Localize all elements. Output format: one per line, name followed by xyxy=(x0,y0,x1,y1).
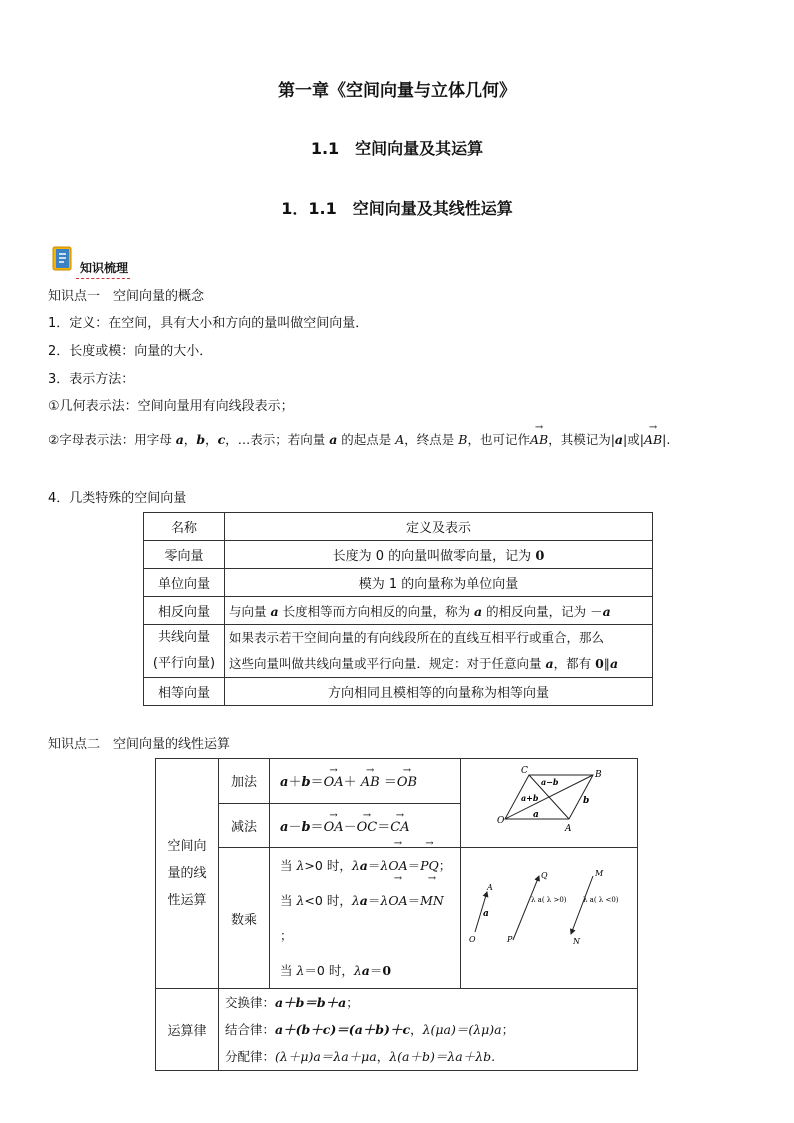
svg-text:Q: Q xyxy=(541,871,548,880)
table-row xyxy=(144,597,653,625)
mul-label: 数乘 xyxy=(219,848,270,989)
section-title: 1.1 空间向量及其运算 xyxy=(310,139,484,158)
add-formula: a＋b＝→ OA＋ → AB ＝→ OB xyxy=(270,759,461,804)
kp1-length: 2．长度或模：向量的大小． xyxy=(48,344,213,359)
chapter-title: 第一章《空间向量与立体几何》 xyxy=(278,81,516,101)
row-def: 长度为 0 的向量叫做零向量，记为 0 xyxy=(225,541,653,569)
group-label-linear: 空间向 量的线 性运算 xyxy=(156,759,219,989)
svg-text:B: B xyxy=(595,770,602,780)
row-name: 相等向量 xyxy=(144,678,225,706)
operation-laws xyxy=(219,989,638,1071)
law-distributive: 分配律：(λ＋μ)a＝λa＋μa，λ(a＋b)＝λa＋λb. xyxy=(225,1049,496,1064)
svg-text:a−b: a−b xyxy=(541,777,559,787)
kp2-heading: 知识点二 空间向量的线性运算 xyxy=(48,737,231,752)
svg-text:a: a xyxy=(483,909,489,919)
book-icon xyxy=(52,246,74,272)
svg-text:O: O xyxy=(469,935,476,944)
row-def: 与向量 a 长度相等而方向相反的向量，称为 a 的相反向量，记为 －a xyxy=(225,597,653,625)
mul-positive: 当 λ>0 时，λa＝λ→ OA＝→ PQ； xyxy=(280,848,456,883)
kp1-methods: 3．表示方法： xyxy=(48,372,135,387)
kp1-special-heading: 4．几类特殊的空间向量 xyxy=(48,491,187,506)
row-name: 相反向量 xyxy=(144,597,225,625)
row-def: 模为 1 的向量称为单位向量 xyxy=(225,569,653,597)
mul-negative: 当 λ<0 时，λa＝λ→ OA＝→ MN； xyxy=(280,883,456,953)
table-row xyxy=(144,625,653,678)
kp1-letter-notation: ②字母表示法：用字母 a，b，c，…表示；若向量 a 的起点是 A，终点是 B，也可记作→ AB，其模记为|a|或|→ AB|. xyxy=(48,430,670,448)
row-name: 零向量 xyxy=(144,541,225,569)
svg-text:N: N xyxy=(573,937,580,946)
law-associative: 结合律：a＋(b＋c)＝(a＋b)＋c，λ(μa)＝(λμ)a； xyxy=(225,1022,515,1037)
table-row xyxy=(144,569,653,597)
kp1-geometric: ①几何表示法：空间向量用有向线段表示； xyxy=(48,399,294,414)
sub-formula: a－b＝→ OA－→ OC＝→ CA xyxy=(270,803,461,848)
svg-text:M: M xyxy=(595,869,604,878)
svg-text:b: b xyxy=(583,796,590,806)
subsection-title: 1．1.1 空间向量及其线性运算 xyxy=(281,199,513,218)
section-badge: 知识梳理 xyxy=(80,261,129,275)
addition-figure-cell xyxy=(461,759,638,848)
row-def: 方向相同且模相等的向量称为相等向量 xyxy=(225,678,653,706)
svg-text:λ a( λ >0): λ a( λ >0) xyxy=(531,896,567,904)
table-header: 定义及表示 xyxy=(225,513,653,541)
svg-text:λ a( λ <0): λ a( λ <0) xyxy=(583,896,619,904)
row-name: 单位向量 xyxy=(144,569,225,597)
row-def: 如果表示若干空间向量的有向线段所在的直线互相平行或重合，那么 这些向量叫做共线向量或平行向量．规定：对于任意向量 a，都有 0∥a xyxy=(225,625,653,678)
mul-zero: 当 λ＝0 时，λa＝0 xyxy=(280,963,392,978)
mul-formulas xyxy=(270,848,461,989)
svg-text:P: P xyxy=(507,935,513,944)
table-row xyxy=(144,678,653,706)
row-name: 共线向量 (平行向量) xyxy=(144,625,225,678)
table-row xyxy=(144,541,653,569)
add-label: 加法 xyxy=(219,759,270,804)
svg-text:A: A xyxy=(487,883,493,892)
scalar-figure-cell xyxy=(461,848,638,989)
law-commutative: 交换律：a＋b＝b＋a； xyxy=(225,995,359,1010)
linear-operations-table xyxy=(155,758,638,1071)
sub-label: 减法 xyxy=(219,803,270,848)
table-header: 名称 xyxy=(144,513,225,541)
parallelogram-diagram xyxy=(461,759,633,843)
kp1-heading: 知识点一 空间向量的概念 xyxy=(48,289,205,304)
scalar-multiplication-diagram xyxy=(461,862,633,970)
kp1-definition: 1．定义：在空间，具有大小和方向的量叫做空间向量． xyxy=(48,316,369,331)
svg-text:C: C xyxy=(521,766,528,776)
svg-text:a+b: a+b xyxy=(521,793,539,803)
special-vectors-table xyxy=(143,512,653,706)
svg-text:A: A xyxy=(565,824,572,834)
group-label-laws: 运算律 xyxy=(156,989,219,1071)
svg-text:a: a xyxy=(533,810,539,820)
svg-text:O: O xyxy=(497,816,505,826)
